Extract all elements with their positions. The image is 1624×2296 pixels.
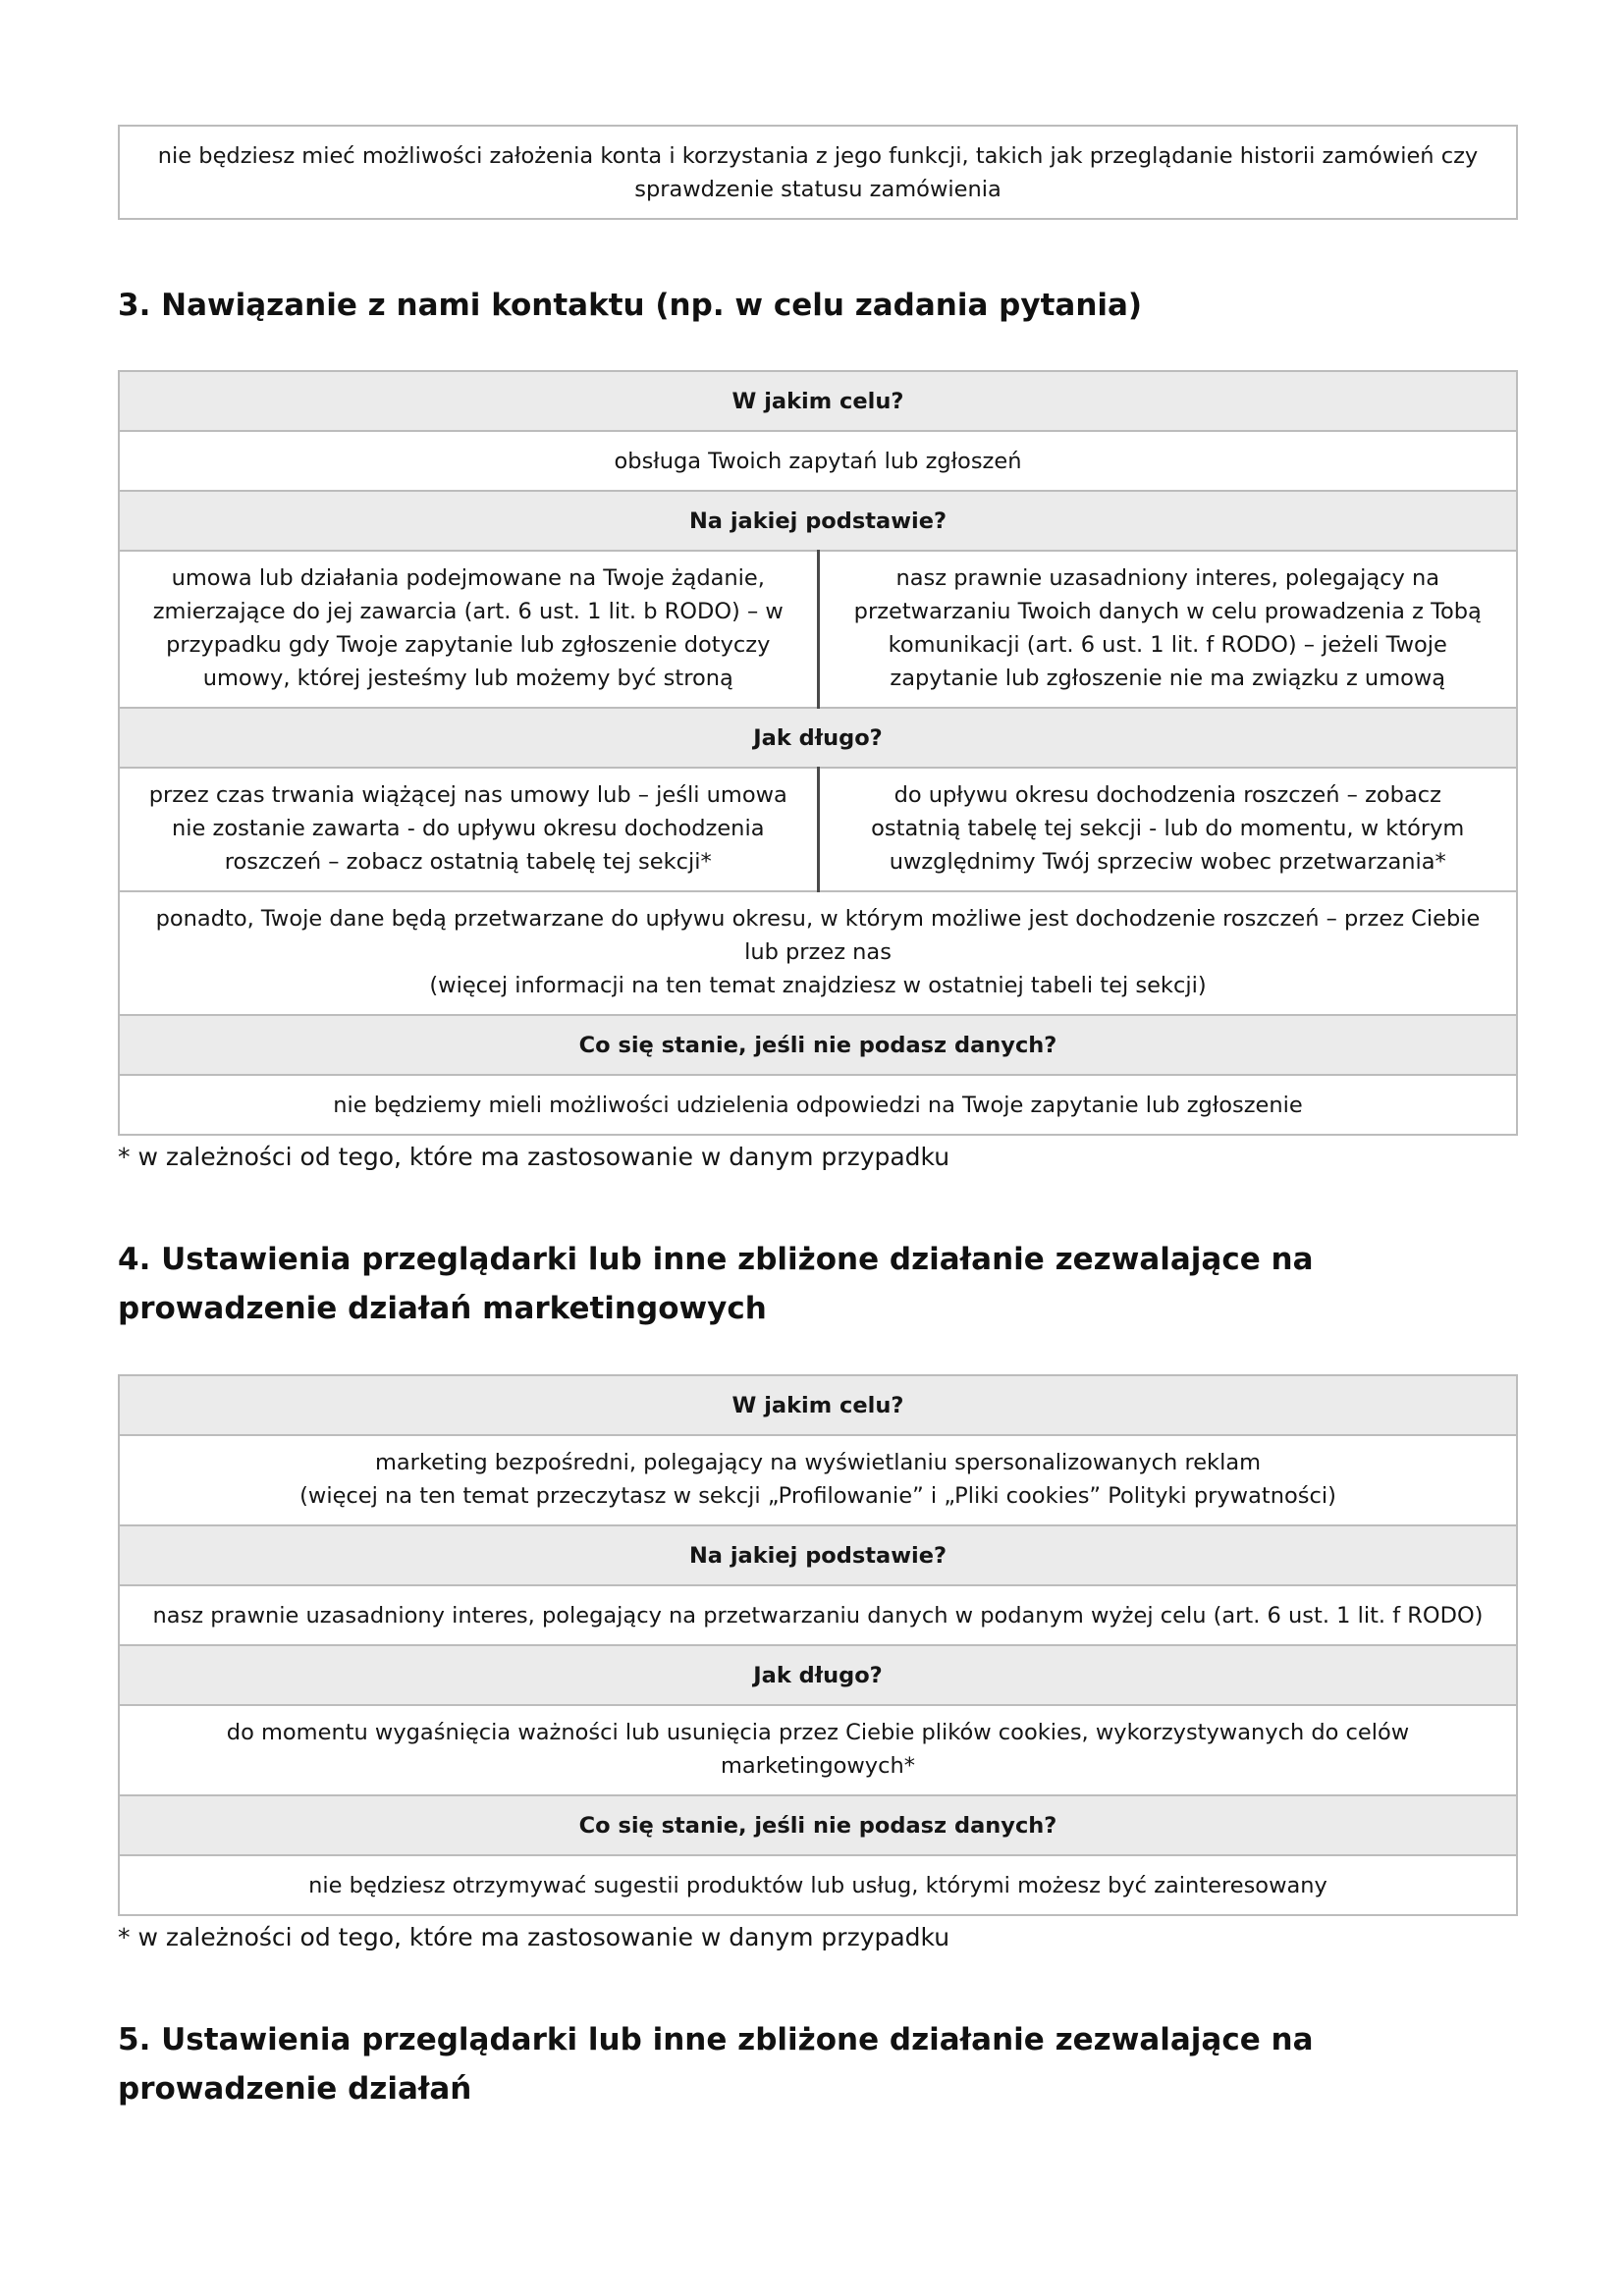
s3-duration-right: do upływu okresu dochodzenia roszczeń – zobacz ostatnią tabelę tej sekcji - lub do momentu, w którym uwzględnimy Twój sprzeciw wobec przetwarzania*	[818, 768, 1517, 891]
s3-purpose-text: obsługa Twoich zapytań lub zgłoszeń	[119, 431, 1517, 491]
s3-consequence-header: Co się stanie, jeśli nie podasz danych?	[119, 1015, 1517, 1075]
section-5-title: 5. Ustawienia przeglądarki lub inne zbliżone działanie zezwalające na prowadzenie działań	[118, 2022, 1314, 2107]
s4-basis-header: Na jakiej podstawie?	[119, 1525, 1517, 1585]
s3-duration-left: przez czas trwania wiążącej nas umowy lub – jeśli umowa nie zostanie zawarta - do upływu okresu dochodzenia roszczeń – zobacz ostatnią tabelę tej sekcji*	[119, 768, 818, 891]
s3-purpose-header: W jakim celu?	[119, 371, 1517, 431]
top-consequence-text: nie będziesz mieć możliwości założenia konta i korzystania z jego funkcji, takich jak przeglądanie historii zamówień czy sprawdzenie statusu zamówienia	[157, 143, 1479, 202]
s3-basis-header: Na jakiej podstawie?	[119, 491, 1517, 551]
s4-duration-header: Jak długo?	[119, 1645, 1517, 1705]
s4-duration-text: do momentu wygaśnięcia ważności lub usunięcia przez Ciebie plików cookies, wykorzystywanych do celów marketingowych*	[119, 1705, 1517, 1795]
s4-basis-text: nasz prawnie uzasadniony interes, polegający na przetwarzaniu danych w podanym wyżej celu (art. 6 ust. 1 lit. f RODO)	[119, 1585, 1517, 1645]
document-page	[118, 125, 1518, 2113]
s4-consequence-text: nie będziesz otrzymywać sugestii produktów lub usług, którymi możesz być zainteresowany	[119, 1855, 1517, 1915]
section-3-title: 3. Nawiązanie z nami kontaktu (np. w celu zadania pytania)	[118, 288, 1143, 323]
s3-basis-right: nasz prawnie uzasadniony interes, polegający na przetwarzaniu Twoich danych w celu prowadzenia z Tobą komunikacji (art. 6 ust. 1 lit. f RODO) – jeżeli Twoje zapytanie lub zgłoszenie nie ma związku z umową	[818, 551, 1517, 708]
s3-duration-extra: ponadto, Twoje dane będą przetwarzane do upływu okresu, w którym możliwe jest dochodzenie roszczeń – przez Ciebie lub przez nas (więcej informacji na ten temat znajdziesz w ostatniej tabeli tej sekcji)	[119, 891, 1517, 1015]
s4-purpose-text: marketing bezpośredni, polegający na wyświetlaniu spersonalizowanych reklam (więcej na ten temat przeczytasz w sekcji „Profilowanie” i „Pliki cookies” Polityki prywatności)	[119, 1435, 1517, 1525]
s3-consequence-text: nie będziemy mieli możliwości udzielenia odpowiedzi na Twoje zapytanie lub zgłoszenie	[119, 1075, 1517, 1135]
s4-purpose-header: W jakim celu?	[119, 1375, 1517, 1435]
section-4-title: 4. Ustawienia przeglądarki lub inne zbliżone działanie zezwalające na prowadzenie działań marketingowych	[118, 1242, 1314, 1326]
s4-footnote: * w zależności od tego, które ma zastosowanie w danym przypadku	[118, 1923, 950, 1951]
section-3-table	[118, 370, 1518, 1136]
s4-consequence-header: Co się stanie, jeśli nie podasz danych?	[119, 1795, 1517, 1855]
s3-basis-left: umowa lub działania podejmowane na Twoje żądanie, zmierzające do jej zawarcia (art. 6 ust. 1 lit. b RODO) – w przypadku gdy Twoje zapytanie lub zgłoszenie dotyczy umowy, której jesteśmy lub możemy być stroną	[119, 551, 818, 708]
s3-duration-header: Jak długo?	[119, 708, 1517, 768]
s3-footnote: * w zależności od tego, które ma zastosowanie w danym przypadku	[118, 1143, 950, 1171]
section-4-table	[118, 1374, 1518, 1916]
top-consequence-box	[118, 125, 1518, 220]
